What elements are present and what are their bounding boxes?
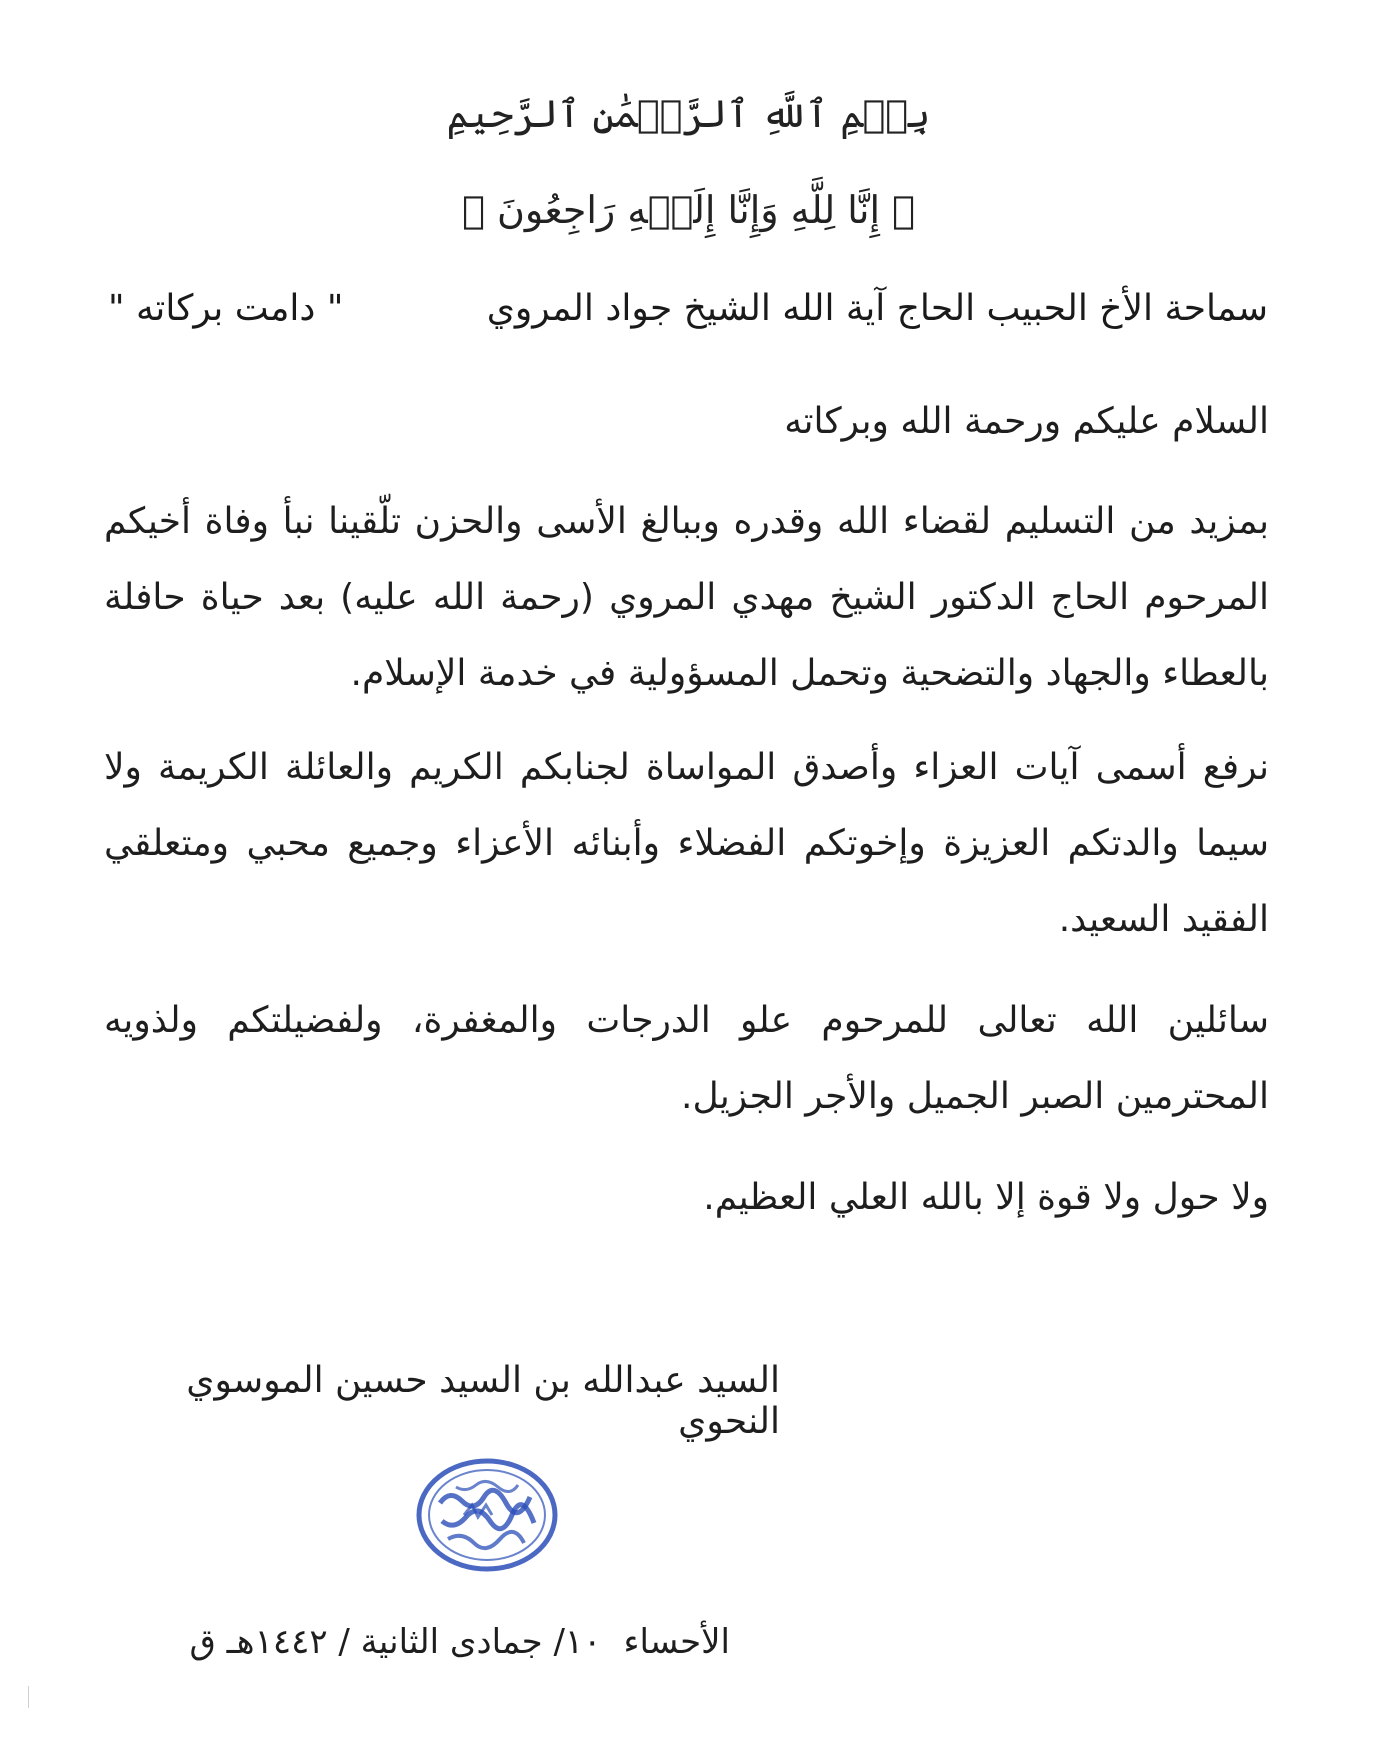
date-line [160, 1622, 730, 1662]
date-value: ١٠/ جمادى الثانية / ١٤٤٢هـ ق [189, 1622, 602, 1662]
signature-name: السيد عبدالله بن السيد حسين الموسوي النحوي [186, 1360, 780, 1442]
date-place: الأحساء [623, 1622, 730, 1662]
addressee-line [108, 288, 1268, 348]
addressee-name: سماحة الأخ الحبيب الحاج آية الله الشيخ جواد المروي [486, 288, 1268, 329]
paragraph-condolence: بمزيد من التسليم لقضاء الله وقدره وببالغ الأسى والحزن تلّقينا نبأ وفاة أخيكم المرحوم الحاج الدكتور الشيخ مهدي المروي (رحمة الله عليه) بعد حياة حافلة بالعطاء والجهاد والتضحية وتحمل المسؤولية في خدمة الإسلام. [104, 501, 1269, 694]
paragraph-sympathy: نرفع أسمى آيات العزاء وأصدق المواساة لجنابكم الكريم والعائلة الكريمة ولا سيما والدتكم العزيزة وإخوتكم الفضلاء وأبنائه الأعزاء وجميع محبي ومتعلقي الفقيد السعيد. [104, 747, 1269, 940]
greeting: السلام عليكم ورحمة الله وبركاته [784, 401, 1269, 442]
closing-phrase: ولا حول ولا قوة إلا بالله العلي العظيم. [703, 1177, 1269, 1218]
seal-stamp [412, 1455, 562, 1575]
basmala-heading: بِسۡمِ ٱللَّهِ ٱلرَّحۡمَٰنِ ٱلرَّحِيمِ [446, 92, 931, 136]
scan-corner-mark [28, 1686, 37, 1708]
addressee-blessing: " دامت بركاته " [108, 288, 344, 329]
paragraph-prayer: سائلين الله تعالى للمرحوم علو الدرجات والمغفرة، ولفضيلتكم ولذويه المحترمين الصبر الجميل والأجر الجزيل. [104, 1000, 1269, 1117]
quran-verse: ﴿ إِنَّا لِلَّهِ وَإِنَّا إِلَيۡهِ رَاجِعُونَ ﴾ [462, 188, 915, 232]
